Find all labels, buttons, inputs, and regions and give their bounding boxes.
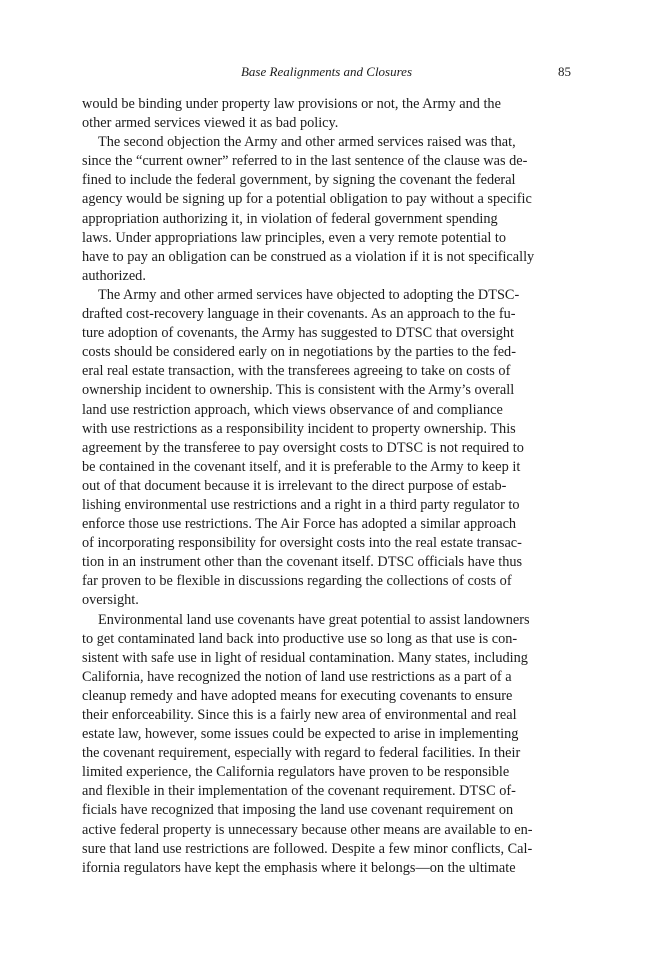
text-line: estate law, however, some issues could be expected to arise in implementing — [82, 726, 519, 743]
text-line: ficials have recognized that imposing the land use covenant requirement on — [82, 802, 514, 819]
text-line: ture adoption of covenants, the Army has suggested to DTSC that oversight — [82, 325, 515, 342]
text-line: fined to include the federal government, by signing the covenant the federal — [82, 172, 516, 189]
text-line: their enforceability. Since this is a fairly new area of environmental and real — [82, 707, 517, 723]
text-line: active federal property is unnecessary because other means are available to en- — [82, 821, 533, 838]
text-line: other armed services viewed it as bad policy. — [82, 115, 339, 132]
body-text — [82, 95, 571, 878]
text-line: of incorporating responsibility for oversight costs into the real estate transac- — [82, 535, 522, 552]
text-line: oversight. — [82, 592, 139, 609]
page-number: 85 — [558, 64, 571, 79]
text-line: eral real estate transaction, with the transferees agreeing to take on costs of — [82, 363, 511, 380]
text-line: costs should be considered early on in negotiations by the parties to the fed- — [82, 344, 516, 361]
text-line: drafted cost-recovery language in their covenants. As an approach to the fu- — [82, 306, 516, 323]
text-line: lishing environmental use restrictions and a right in a third party regulator to — [82, 496, 520, 513]
running-title: Base Realignments and Closures — [240, 64, 413, 79]
running-head — [82, 64, 571, 84]
text-line: enforce those use restrictions. The Air Force has adopted a similar approach — [82, 516, 517, 533]
text-line: sistent with safe use in light of residual contamination. Many states, including — [82, 649, 528, 666]
text-line: ifornia regulators have kept the emphasis where it belongs—on the ultimate — [82, 859, 516, 876]
text-line: laws. Under appropriations law principles, even a very remote potential to — [82, 229, 507, 246]
text-line: sure that land use restrictions are followed. Despite a few minor conflicts, Cal- — [82, 840, 533, 857]
text-line: Environmental land use covenants have great potential to assist landowners — [98, 611, 530, 628]
paragraph — [82, 95, 571, 133]
text-line: appropriation authorizing it, in violation of federal government spending — [82, 210, 498, 227]
text-line: the covenant requirement, especially with regard to federal facilities. In their — [82, 745, 521, 762]
text-line: far proven to be flexible in discussions regarding the collections of costs of — [82, 573, 512, 590]
text-line: The second objection the Army and other armed services raised was that, — [98, 134, 516, 151]
text-line: be contained in the covenant itself, and it is preferable to the Army to keep it — [82, 458, 521, 475]
text-line: limited experience, the California regulators have proven to be responsible — [82, 764, 510, 781]
text-line: authorized. — [82, 267, 146, 284]
text-line: ownership incident to ownership. This is consistent with the Army’s overall — [82, 382, 515, 399]
text-line: tion in an instrument other than the covenant itself. DTSC officials have thus — [82, 554, 523, 571]
paragraph — [82, 611, 571, 878]
text-line: since the “current owner” referred to in the last sentence of the clause was de- — [82, 153, 528, 170]
text-line: cleanup remedy and have adopted means for executing covenants to ensure — [82, 687, 513, 704]
text-line: agency would be signing up for a potential obligation to pay without a specific — [82, 191, 532, 208]
text-line: out of that document because it is irrelevant to the direct purpose of estab- — [82, 477, 507, 494]
paragraph — [82, 133, 571, 286]
text-line: with use restrictions as a responsibility incident to property ownership. This — [82, 420, 516, 437]
text-line: The Army and other armed services have objected to adopting the DTSC- — [98, 286, 520, 303]
text-line: agreement by the transferee to pay oversight costs to DTSC is not required to — [82, 439, 524, 456]
text-line: to get contaminated land back into productive use so long as that use is con- — [82, 630, 518, 647]
text-line: California, have recognized the notion of land use restrictions as a part of a — [82, 668, 512, 685]
paragraph — [82, 286, 571, 611]
text-line: land use restriction approach, which views observance of and compliance — [82, 401, 503, 418]
text-line: and flexible in their implementation of the covenant requirement. DTSC of- — [82, 783, 516, 800]
text-line: have to pay an obligation can be construed as a violation if it is not specifically — [82, 248, 535, 265]
text-line: would be binding under property law provisions or not, the Army and the — [82, 96, 501, 112]
